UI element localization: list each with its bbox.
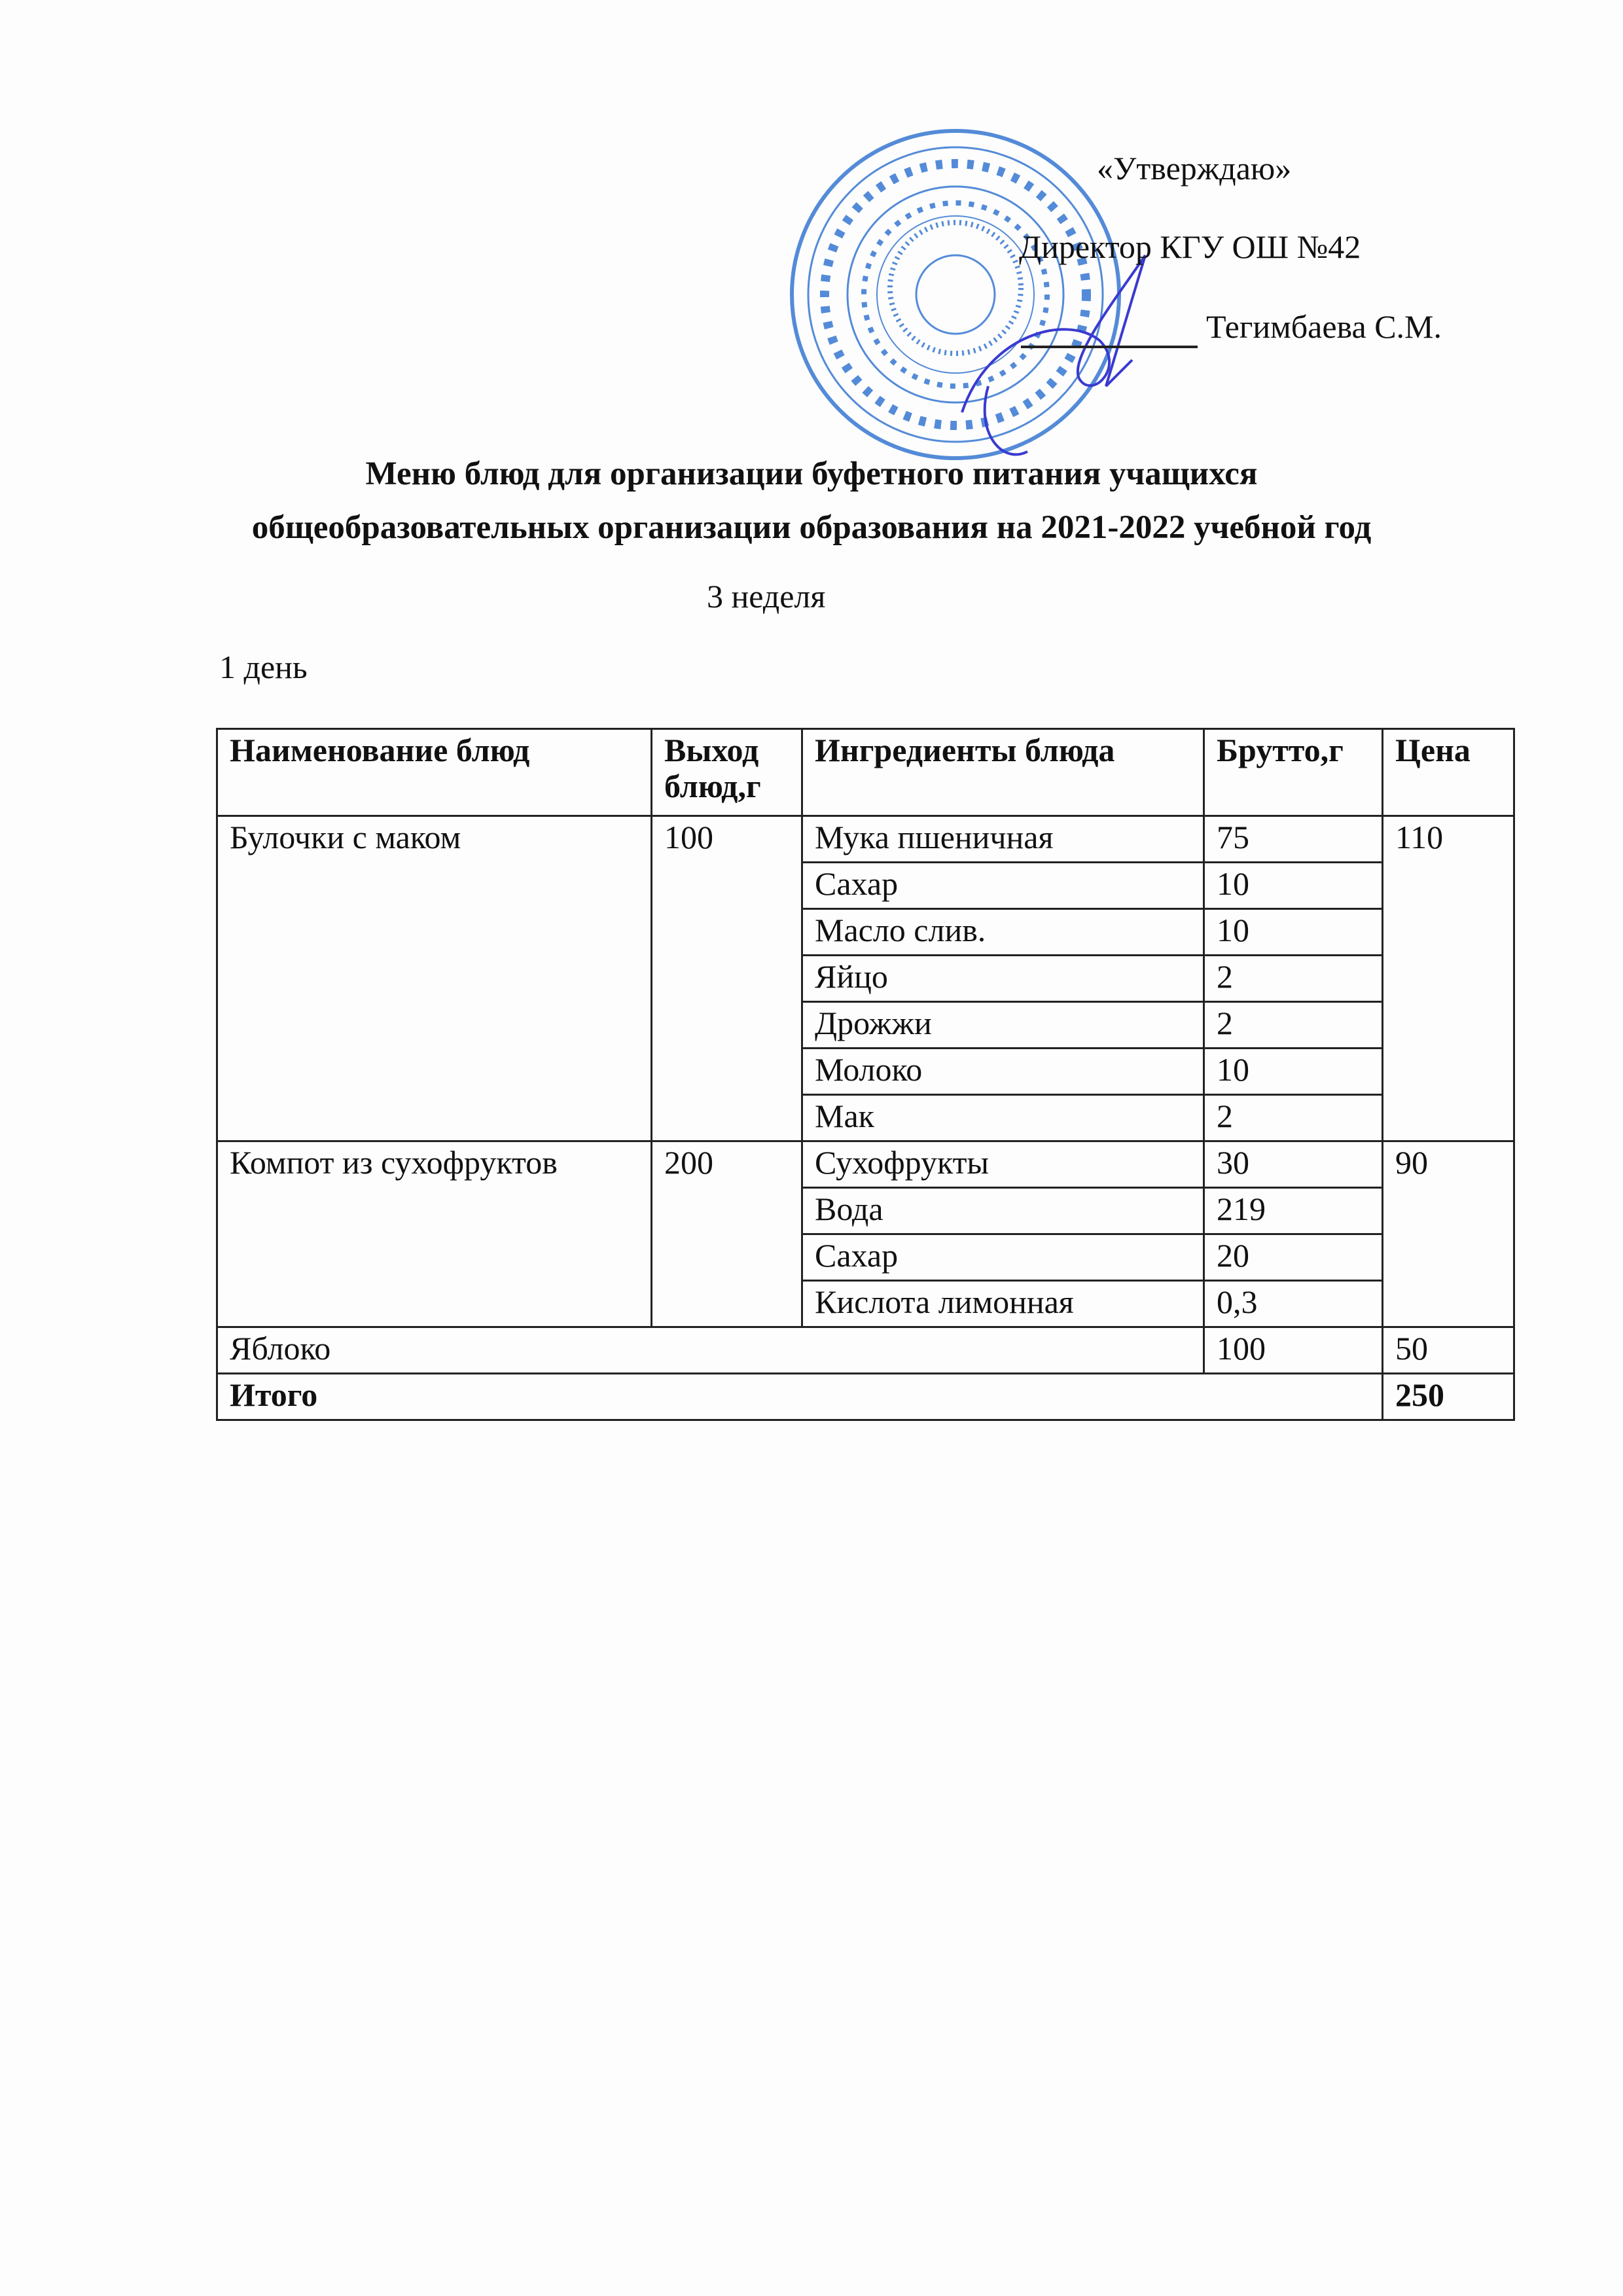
dish-name: Компот из сухофруктов: [217, 1141, 652, 1327]
table-row: [217, 1141, 1514, 1188]
header-dish-name: Наименование блюд: [217, 729, 652, 816]
dish-yield: 200: [652, 1141, 802, 1327]
ingredient-gross: 10: [1204, 909, 1383, 956]
apple-gross: 100: [1204, 1327, 1383, 1374]
ingredient-gross: 0,3: [1204, 1281, 1383, 1327]
table-header-row: [217, 729, 1514, 816]
header-gross: Брутто,г: [1204, 729, 1383, 816]
day-label: 1 день: [219, 649, 308, 685]
ingredient-name: Масло слив.: [802, 909, 1204, 956]
ingredient-name: Мак: [802, 1095, 1204, 1141]
ingredient-name: Сахар: [802, 863, 1204, 909]
document-title-line2: общеобразовательных организации образования на 2021-2022 учебной год: [251, 509, 1372, 546]
ingredient-gross: 10: [1204, 863, 1383, 909]
week-label: 3 неделя: [707, 578, 826, 615]
total-price: 250: [1383, 1374, 1514, 1420]
ingredient-gross: 2: [1204, 1002, 1383, 1049]
apple-price: 50: [1383, 1327, 1514, 1374]
menu-table: [216, 728, 1515, 1421]
ingredient-name: Кислота лимонная: [802, 1281, 1204, 1327]
header-yield: Выход блюд,г: [652, 729, 802, 816]
header-ingredients: Ингредиенты блюда: [802, 729, 1204, 816]
ingredient-gross: 2: [1204, 956, 1383, 1002]
apple-name: Яблоко: [217, 1327, 1204, 1374]
dish-name: Булочки с маком: [217, 816, 652, 1141]
header-price: Цена: [1383, 729, 1514, 816]
ingredient-name: Вода: [802, 1188, 1204, 1234]
dish-price: 90: [1383, 1141, 1514, 1327]
table-row-apple: [217, 1327, 1514, 1374]
ingredient-gross: 75: [1204, 816, 1383, 863]
ingredient-gross: 10: [1204, 1049, 1383, 1095]
approval-heading: «Утверждаю»: [1097, 150, 1292, 187]
approval-name: Тегимбаева С.М.: [1206, 308, 1442, 345]
ingredient-name: Мука пшеничная: [802, 816, 1204, 863]
table-row: [217, 816, 1514, 863]
ingredient-name: Молоко: [802, 1049, 1204, 1095]
dish-yield: 100: [652, 816, 802, 1141]
table-row-total: [217, 1374, 1514, 1420]
ingredient-gross: 219: [1204, 1188, 1383, 1234]
ingredient-gross: 30: [1204, 1141, 1383, 1188]
approval-position: Директор КГУ ОШ №42: [1019, 228, 1361, 265]
dish-price: 110: [1383, 816, 1514, 1141]
ingredient-name: Яйцо: [802, 956, 1204, 1002]
document-title-line1: Меню блюд для организации буфетного питания учащихся: [365, 456, 1258, 492]
ingredient-gross: 20: [1204, 1234, 1383, 1281]
ingredient-name: Сахар: [802, 1234, 1204, 1281]
ingredient-name: Дрожжи: [802, 1002, 1204, 1049]
total-label: Итого: [217, 1374, 1383, 1420]
ingredient-gross: 2: [1204, 1095, 1383, 1141]
ingredient-name: Сухофрукты: [802, 1141, 1204, 1188]
